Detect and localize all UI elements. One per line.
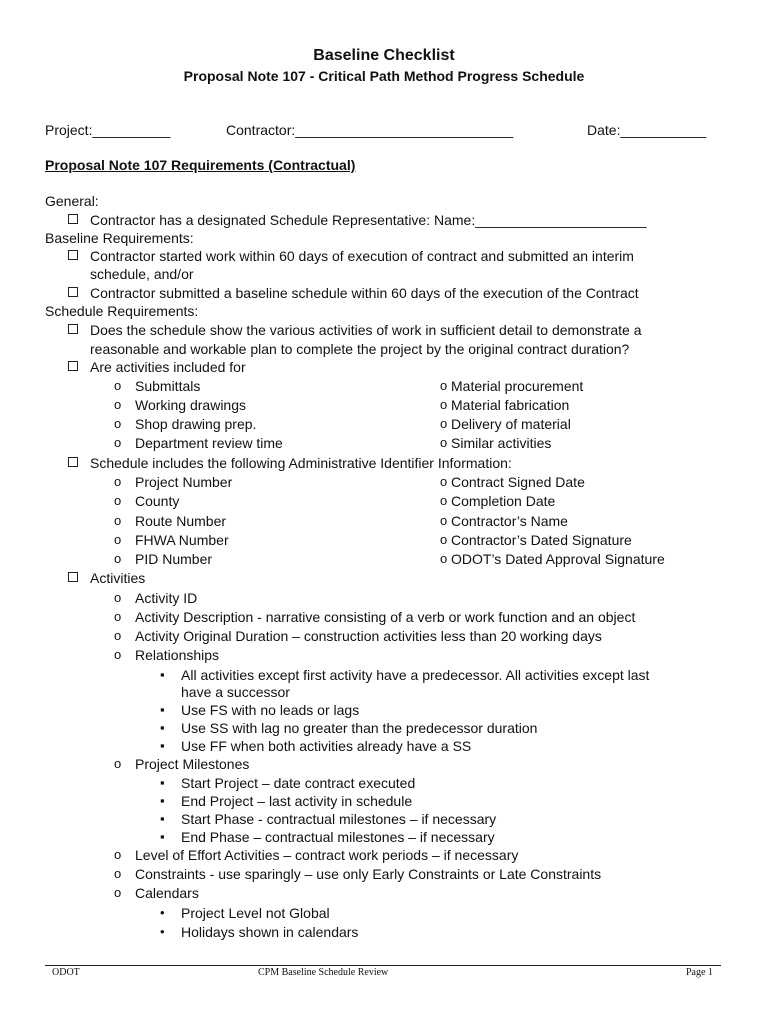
bullet-o-icon: o — [114, 551, 122, 566]
bullet-o-icon: o — [440, 474, 448, 489]
list-item: Use FF when both activities already have a SS — [181, 738, 472, 754]
list-item: End Project – last activity in schedule — [181, 793, 413, 809]
bullet-o-icon: o — [114, 609, 122, 624]
bullet-o-icon: o — [114, 647, 122, 662]
bullet-o-icon: o — [114, 474, 122, 489]
list-item: Activity ID — [135, 590, 198, 606]
footer-center: CPM Baseline Schedule Review — [258, 967, 389, 978]
square-bullet-icon: ▪ — [160, 720, 165, 735]
list-item: Relationships — [135, 647, 220, 663]
bullet-o-icon: o — [114, 513, 122, 528]
list-item: Material procurement — [451, 378, 584, 394]
bullet-o-icon: o — [440, 532, 448, 547]
bullet-o-icon: o — [114, 847, 122, 862]
list-item: Activities — [90, 570, 146, 586]
bullet-o-icon: o — [114, 397, 122, 412]
checkbox-icon[interactable] — [68, 284, 78, 302]
square-bullet-icon: ▪ — [160, 738, 165, 753]
list-item: Route Number — [135, 513, 227, 529]
checkbox-icon[interactable] — [68, 247, 78, 265]
list-item-continued: have a successor — [181, 684, 290, 700]
footer-left: ODOT — [52, 967, 80, 978]
bullet-o-icon: o — [114, 628, 122, 643]
list-item: Submittals — [135, 378, 201, 394]
bullet-o-icon: o — [440, 493, 448, 508]
square-bullet-icon: ▪ — [160, 702, 165, 717]
list-item: Activity Original Duration – construction activities less than 20 working days — [135, 628, 602, 644]
baseline-label: Baseline Requirements: — [45, 230, 194, 246]
list-item: Activity Description - narrative consisting of a verb or work function and an object — [135, 609, 636, 625]
checkbox-icon[interactable] — [68, 569, 78, 587]
list-item: Start Project – date contract executed — [181, 775, 416, 791]
list-item: Delivery of material — [451, 416, 571, 432]
list-item: Department review time — [135, 435, 283, 451]
list-item: Use SS with lag no greater than the predecessor duration — [181, 720, 538, 736]
list-item: FHWA Number — [135, 532, 229, 548]
bullet-o-icon: o — [114, 756, 122, 771]
square-bullet-icon: ▪ — [160, 793, 165, 808]
contractor-field: Contractor:____________________________ — [226, 122, 514, 138]
bullet-o-icon: o — [440, 513, 448, 528]
checkbox-icon[interactable] — [68, 454, 78, 472]
list-item: Completion Date — [451, 493, 556, 509]
list-item: Similar activities — [451, 435, 552, 451]
bullet-o-icon: o — [440, 397, 448, 412]
checkbox-icon[interactable] — [68, 321, 78, 339]
bullet-o-icon: o — [114, 590, 122, 605]
checkbox-icon[interactable] — [68, 211, 78, 229]
square-bullet-icon: ▪ — [160, 775, 165, 790]
list-item: Project Level not Global — [181, 905, 330, 921]
list-item: Are activities included for — [90, 359, 246, 375]
project-field: Project:__________ — [45, 122, 171, 138]
list-item: End Phase – contractual milestones – if necessary — [181, 829, 495, 845]
list-item: All activities except first activity have a predecessor. All activities except last — [181, 667, 650, 683]
list-item-continued: reasonable and workable plan to complete the project by the original contract duration? — [90, 341, 630, 357]
round-bullet-icon: • — [160, 905, 165, 920]
bullet-o-icon: o — [114, 378, 122, 393]
general-label: General: — [45, 193, 99, 209]
bullet-o-icon: o — [440, 435, 448, 450]
list-item: Contract Signed Date — [451, 474, 585, 490]
list-item: Shop drawing prep. — [135, 416, 257, 432]
list-item: Contractor started work within 60 days of execution of contract and submitted an interim — [90, 248, 634, 264]
date-field: Date:___________ — [587, 122, 707, 138]
bullet-o-icon: o — [440, 416, 448, 431]
list-item: Use FS with no leads or lags — [181, 702, 360, 718]
list-item: Material fabrication — [451, 397, 570, 413]
bullet-o-icon: o — [440, 378, 448, 393]
list-item: Contractor submitted a baseline schedule within 60 days of the execution of the Contract — [90, 285, 639, 301]
square-bullet-icon: ▪ — [160, 667, 165, 682]
bullet-o-icon: o — [114, 435, 122, 450]
round-bullet-icon: • — [160, 924, 165, 939]
list-item: County — [135, 493, 180, 509]
list-item: Project Number — [135, 474, 233, 490]
schedule-label: Schedule Requirements: — [45, 303, 199, 319]
list-item: Start Phase - contractual milestones – if necessary — [181, 811, 497, 827]
list-item: Project Milestones — [135, 756, 250, 772]
footer-divider — [45, 965, 721, 966]
list-item: ODOT’s Dated Approval Signature — [451, 551, 665, 567]
square-bullet-icon: ▪ — [160, 829, 165, 844]
list-item: Constraints - use sparingly – use only Early Constraints or Late Constraints — [135, 866, 602, 882]
bullet-o-icon: o — [114, 532, 122, 547]
bullet-o-icon: o — [114, 866, 122, 881]
page-title: Baseline Checklist — [313, 47, 455, 64]
list-item: Holidays shown in calendars — [181, 924, 359, 940]
list-item: Level of Effort Activities – contract work periods – if necessary — [135, 847, 519, 863]
list-item-continued: schedule, and/or — [90, 266, 194, 282]
bullet-o-icon: o — [114, 885, 122, 900]
list-item: Working drawings — [135, 397, 247, 413]
list-item: Schedule includes the following Administrative Identifier Information: — [90, 455, 512, 471]
bullet-o-icon: o — [114, 493, 122, 508]
bullet-o-icon: o — [440, 551, 448, 566]
checkbox-icon[interactable] — [68, 358, 78, 376]
list-item: PID Number — [135, 551, 213, 567]
list-item: Does the schedule show the various activities of work in sufficient detail to demonstrate a — [90, 322, 642, 338]
page-subtitle: Proposal Note 107 - Critical Path Method Progress Schedule — [183, 68, 585, 84]
list-item: Contractor has a designated Schedule Representative: Name:______________________ — [90, 212, 647, 228]
section-heading: Proposal Note 107 Requirements (Contractual) — [45, 157, 356, 173]
list-item: Contractor’s Name — [451, 513, 568, 529]
footer-page-number: Page 1 — [686, 967, 713, 978]
square-bullet-icon: ▪ — [160, 811, 165, 826]
list-item: Contractor’s Dated Signature — [451, 532, 632, 548]
bullet-o-icon: o — [114, 416, 122, 431]
list-item: Calendars — [135, 885, 199, 901]
